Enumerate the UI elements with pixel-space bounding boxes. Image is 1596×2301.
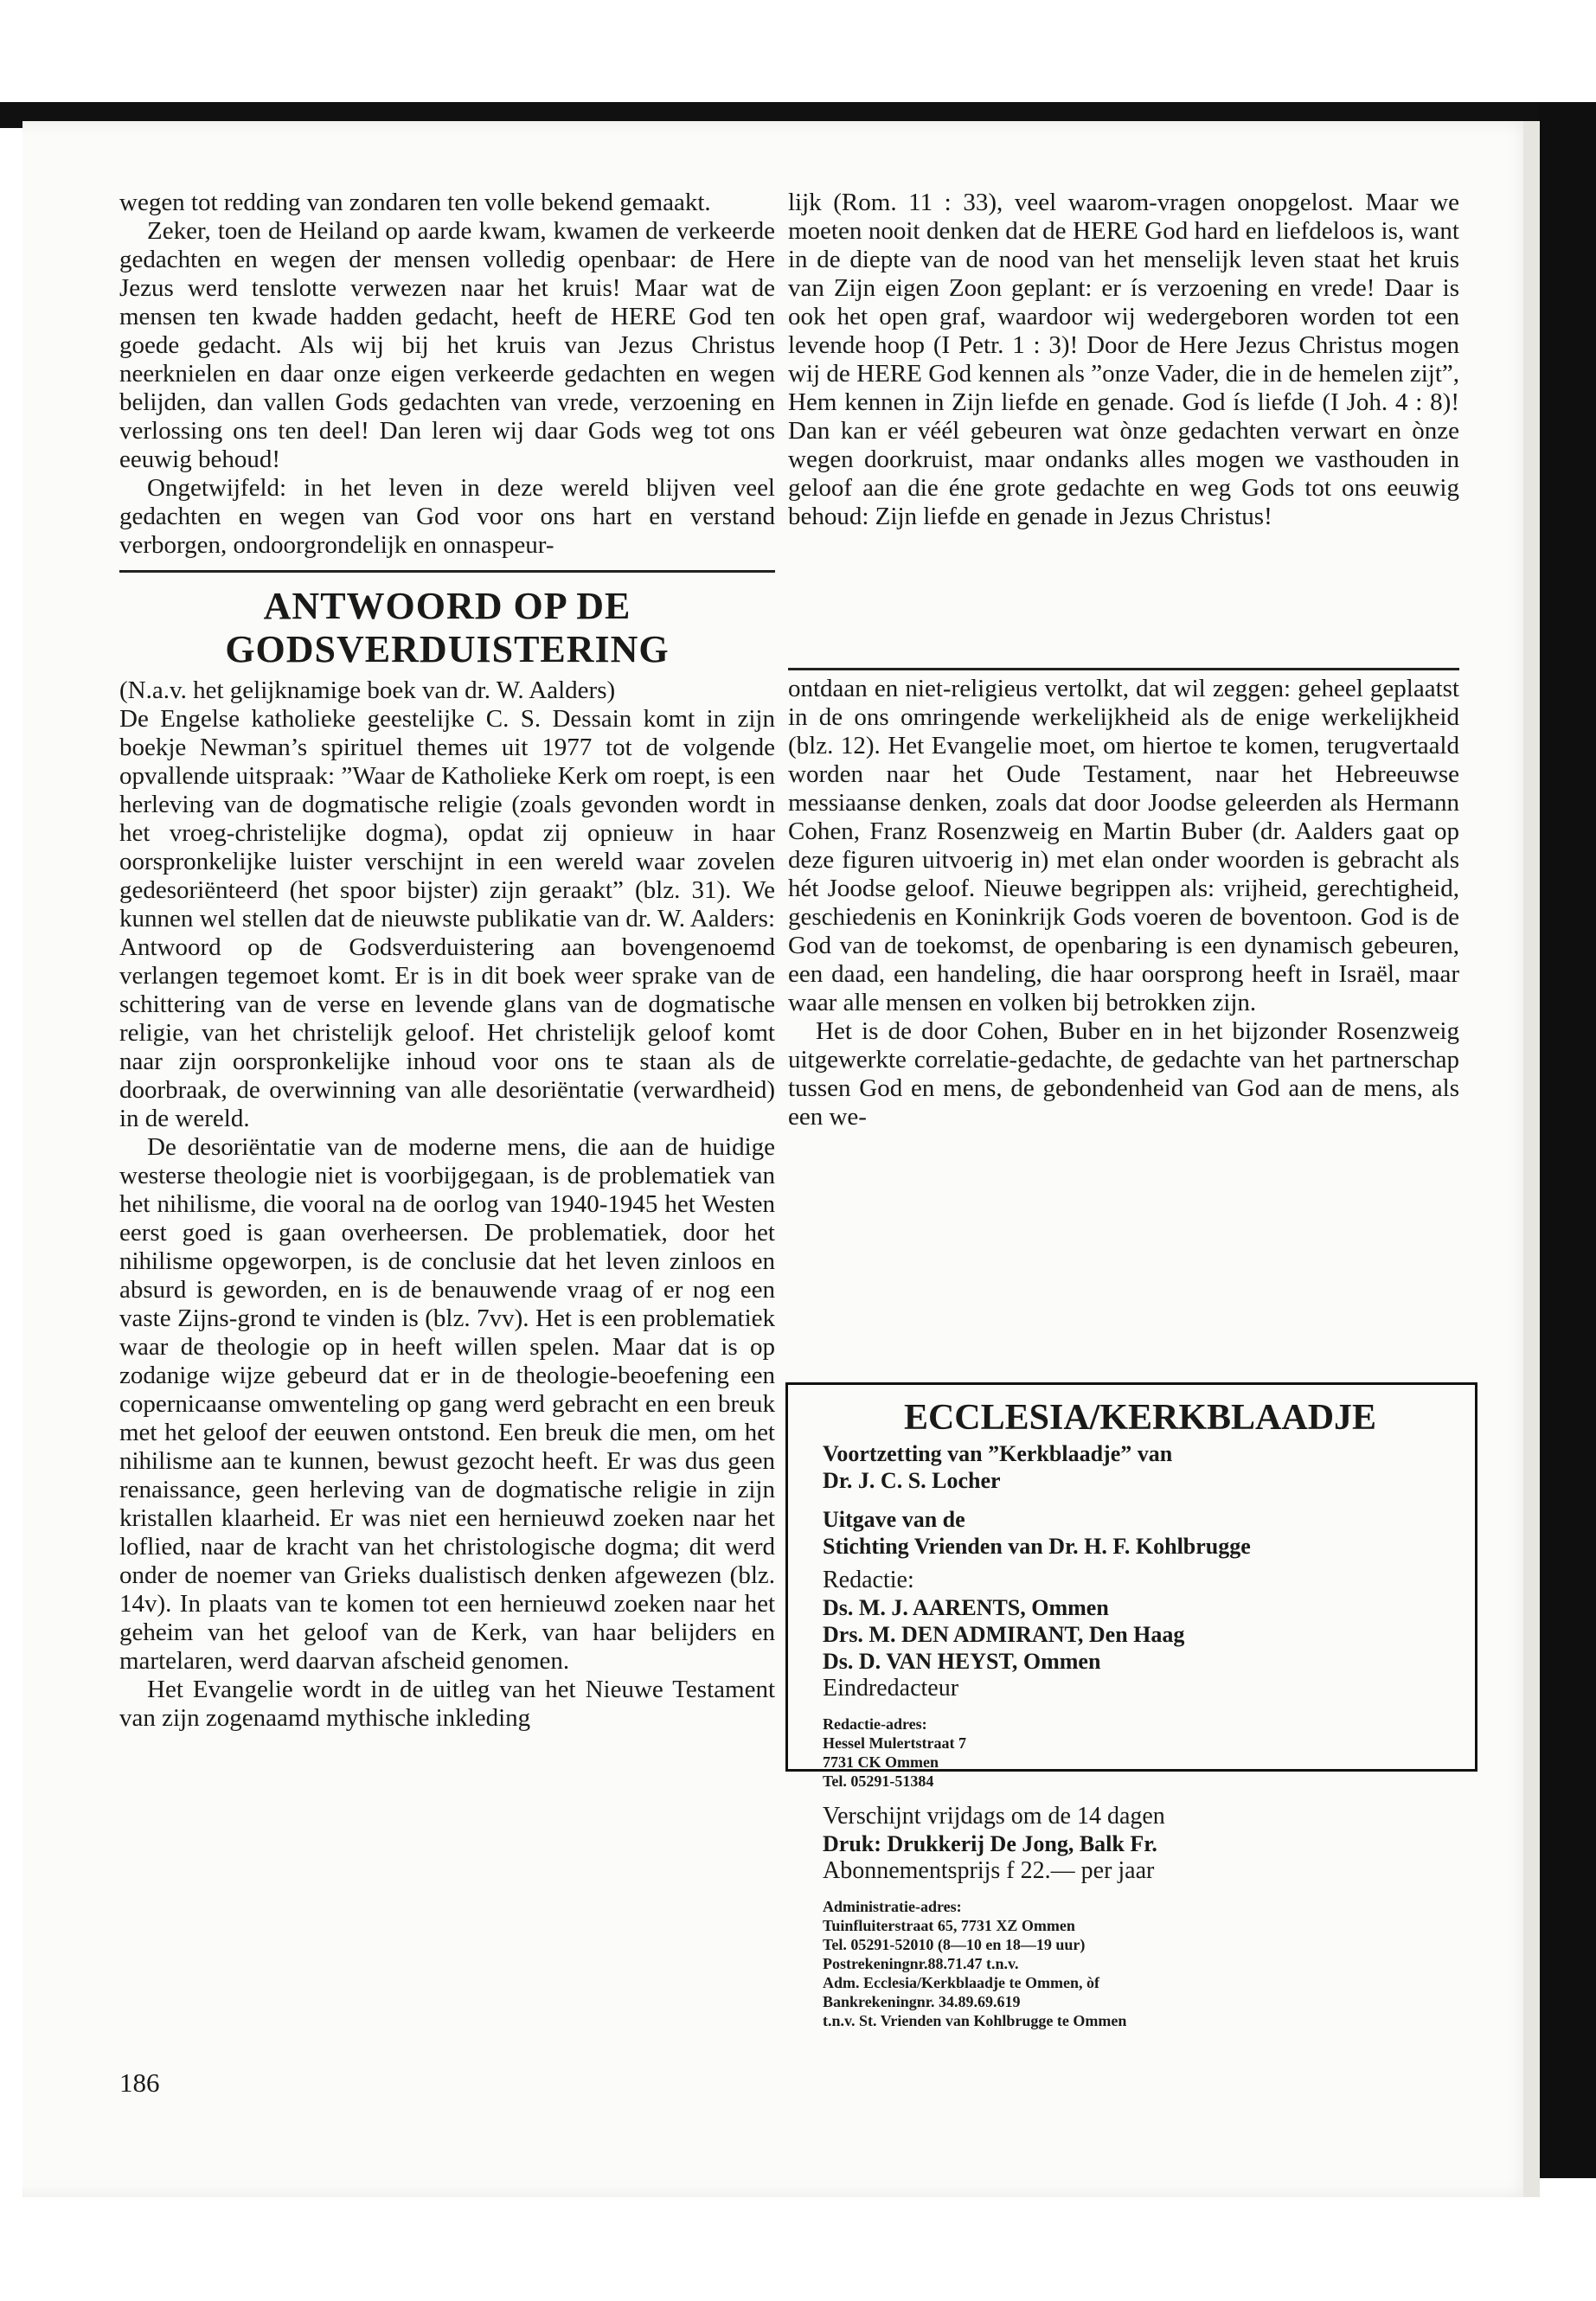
editor-name: Ds. M. J. AARENTS, Ommen <box>823 1595 1109 1620</box>
right-paragraph: ontdaan en niet-religieus vertolkt, dat wil zeggen: geheel geplaatst in de ons omringende werkelijkheid als de enige werkelijkheid (blz. 12). Het Evangelie moet, om hiertoe te komen, terugvertaald worden naar het Oude Testament, naar het Hebreeuwse messiaanse denken, zoals dat door Joodse geleerden als Hermann Cohen, Franz Rosenzweig en Martin Buber (dr. Aalders gaat op deze figuren uitvoerig in) met elan onder woorden is gebracht als hét Joodse geloof. Nieuwe begrippen als: vrijheid, gerechtigheid, geschiedenis en Koninkrijk Gods voeren de boventoon. God is de God van de toekomst, de openbaring is een dynamisch gebeuren, een daad, een handeling, die haar oorsprong heeft in Israël, maar waar alle mensen en volken bij betrokken zijn. <box>788 675 1459 1016</box>
colophon-title: ECCLESIA/KERKBLAADJE <box>903 1398 1377 1438</box>
colophon-subtitle: Voortzetting van ”Kerkblaadje” van <box>823 1441 1173 1466</box>
colophon-subtitle: Dr. J. C. S. Locher <box>823 1468 1001 1493</box>
redactie-label: Redactie: <box>823 1567 914 1593</box>
article-title-line: GODSVERDUISTERING <box>225 628 670 670</box>
page-gutter <box>1523 121 1540 2197</box>
article-paragraph: Het Evangelie wordt in de uitleg van het Nieuwe Testament van zijn zogenaamd mythische inkleding <box>119 1676 775 1732</box>
right-paragraph: Het is de door Cohen, Buber en in het bijzonder Rosenzweig uitgewerkte correlatie-gedachte, de gedachte van het partnerschap tussen God en mens, de gebondenheid van God aan de mens, als een we- <box>788 1017 1459 1131</box>
admin-address-line: Tuinfluiterstraat 65, 7731 XZ Ommen <box>823 1917 1075 1934</box>
section-divider <box>119 570 775 573</box>
printer-text: Druk: Drukkerij De Jong, Balk Fr. <box>823 1831 1157 1856</box>
intro-paragraph: Zeker, toen de Heiland op aarde kwam, kwamen de verkeerde gedachten en wegen der mensen volledig openbaar: de Here Jezus werd tenslotte verwezen naar het kruis! Maar wat de mensen ten kwade hadden gedacht, heeft de HERE God ten goede gedacht. Als wij bij het kruis van Jezus Christus neerknielen en daar onze eigen verkeerde gedachten en wegen belijden, dan vallen Gods gedachten van vrede, verzoening en verlossing ons ten deel! Dan leren wij daar Gods weg tot ons eeuwig behoud! <box>119 217 775 473</box>
page-number: 186 <box>119 2067 160 2098</box>
right-column-top <box>788 189 1459 531</box>
section-divider-right <box>788 668 1459 670</box>
colophon-box <box>785 1382 1477 2029</box>
editor-name: Drs. M. DEN ADMIRANT, Den Haag <box>823 1622 1185 1647</box>
frequency-text: Verschijnt vrijdags om de 14 dagen <box>823 1803 1165 1830</box>
chief-editor-label: Eindredacteur <box>823 1675 959 1702</box>
admin-address-line: Tel. 05291-52010 (8—10 en 18—19 uur) <box>823 1936 1086 1953</box>
scan-dark-edge <box>1538 102 1596 2178</box>
article-title <box>119 585 775 671</box>
admin-address-line: t.n.v. St. Vrienden van Kohlbrugge te Ommen <box>823 2012 1127 2029</box>
scan-background-bottom <box>0 2197 1596 2301</box>
colophon-publisher: Stichting Vrienden van Dr. H. F. Kohlbrugge <box>823 1534 1251 1559</box>
scan-background-top <box>0 0 1596 102</box>
right-column-continued <box>788 675 1459 1131</box>
intro-paragraph: wegen tot redding van zondaren ten volle bekend gemaakt. <box>119 189 711 216</box>
subscription-text: Abonnementsprijs f 22.— per jaar <box>823 1857 1155 1884</box>
intro-paragraph: Ongetwijfeld: in het leven in deze wereld blijven veel gedachten en wegen van God voor ons hart en verstand verborgen, ondoorgrondelijk en onnaspeur- <box>119 474 775 559</box>
article-subtitle: (N.a.v. het gelijknamige boek van dr. W. Aalders) <box>119 676 616 704</box>
editorial-address-line: 7731 CK Ommen <box>823 1753 939 1771</box>
editorial-address-line: Tel. 05291-51384 <box>823 1772 934 1790</box>
article-paragraph: De Engelse katholieke geestelijke C. S. Dessain komt in zijn boekje Newman’s spirituel themes uit 1977 tot de volgende opvallende uitspraak: ”Waar de Katholieke Kerk om roept, is een herleving van de dogmatische religie (zoals gevonden wordt in het vroeg-christelijke dogma), opdat zij opnieuw in haar oorspronkelijke luister verschijnt in een wereld waar zovelen gedesoriënteerd (het spoor bijster) zijn geraakt” (blz. 31). We kunnen wel stellen dat de nieuwste publikatie van dr. W. Aalders: Antwoord op de Godsverduistering aan bovengenoemd verlangen tegemoet komt. Er is in dit boek weer sprake van de schittering van de verse en levende glans van de dogmatische religie, van het christelijk geloof. Het christelijk geloof komt naar zijn oorspronkelijke inhoud voor ons te staan als de doorbraak, de overwinning van alle desoriëntatie (verwardheid) in de wereld. <box>119 705 775 1132</box>
editorial-address-line: Hessel Mulertstraat 7 <box>823 1734 966 1752</box>
admin-address-line: Postrekeningnr.88.71.47 t.n.v. <box>823 1955 1019 1972</box>
editor-name: Ds. D. VAN HEYST, Ommen <box>823 1649 1101 1674</box>
colophon-publisher: Uitgave van de <box>823 1507 965 1532</box>
magazine-page <box>22 121 1540 2197</box>
article-title-line: ANTWOORD OP DE <box>263 585 631 627</box>
admin-address-line: Adm. Ecclesia/Kerkblaadje te Ommen, òf <box>823 1974 1099 1991</box>
admin-address-line: Bankrekeningnr. 34.89.69.619 <box>823 1993 1021 2010</box>
right-paragraph: lijk (Rom. 11 : 33), veel waarom-vragen onopgelost. Maar we moeten nooit denken dat de HERE God hard en liefdeloos is, want in de diepte van de nood van het menselijk leven staat het kruis van Zijn eigen Zoon geplant: er ís verzoening en vrede! Daar is ook het open graf, waardoor wij wedergeboren worden tot een levende hoop (I Petr. 1 : 3)! Door de Here Jezus Christus mogen wij de HERE God kennen als ”onze Vader, die in de hemelen zijt”, Hem kennen in Zijn liefde en genade. God ís liefde (I Joh. 4 : 8)! Dan kan er véél gebeuren wat ònze gedachten verwart en ònze wegen doorkruist, maar ondanks alles mogen we vasthouden in geloof aan die éne grote gedachte en weg Gods tot ons eeuwig behoud: Zijn liefde en genade in Jezus Christus! <box>788 189 1459 530</box>
article-paragraph: De desoriëntatie van de moderne mens, die aan de huidige westerse theologie niet is voorbijgegaan, is de problematiek van het nihilisme, die vooral na de oorlog van 1940-1945 het Westen eerst goed is gaan overheersen. De problematiek, door het nihilisme opgeworpen, is de conclusie dat het leven zinloos en absurd is geworden, en is de benauwende vraag of er nog een vaste Zijns-grond te vinden is (blz. 7vv). Het is een problematiek waar de theologie op in heeft willen spelen. Maar dat is op zodanige wijze gebeurd dat er in de theologie-beoefening een copernicaanse omwenteling op gang werd gebracht en een breuk met het geloof der eeuwen ontstond. Een breuk die men, om het nihilisme aan te kunnen, bewust gezocht heeft. Er was dus geen renaissance, geen herleving van de dogmatische religie in zijn kristallen klaarheid. Er was niet een hernieuwd zoeken naar het loflied, naar de kracht van het christologische dogma; dit werd onder de noemer van Grieks dualistisch denken afgewezen (blz. 14v). In plaats van te komen tot een hernieuwd zoeken naar het geheim van het geloof van de Kerk, van haar belijders en martelaren, werd daarvan afscheid genomen. <box>119 1133 775 1675</box>
left-column <box>119 189 775 1733</box>
admin-address-line: Administratie-adres: <box>823 1898 962 1915</box>
editorial-address-line: Redactie-adres: <box>823 1715 927 1733</box>
